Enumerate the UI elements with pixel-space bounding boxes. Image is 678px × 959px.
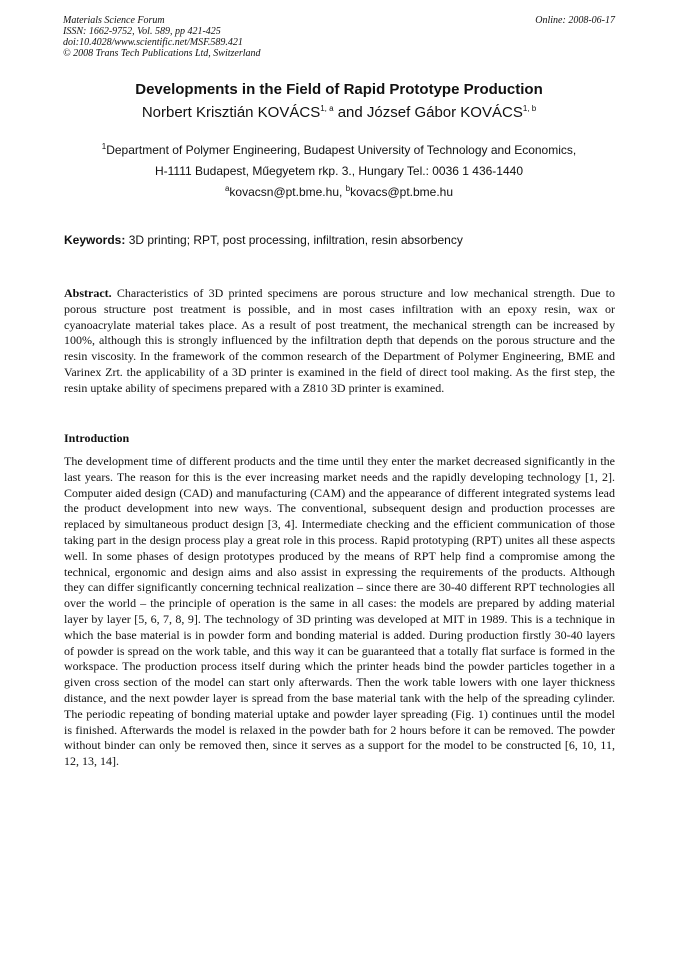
abstract — [64, 286, 615, 397]
affiliation — [40, 140, 638, 203]
author-2: József Gábor KOVÁCS — [366, 104, 523, 121]
email-a[interactable]: kovacsn@pt.bme.hu, — [229, 185, 346, 199]
journal-header — [63, 15, 261, 59]
keywords — [64, 232, 619, 248]
author-conjunction: and — [333, 104, 367, 121]
journal-issn: ISSN: 1662-9752, Vol. 589, pp 421-425 — [63, 26, 221, 37]
journal-copyright: © 2008 Trans Tech Publications Ltd, Switzerland — [63, 48, 261, 59]
author-1: Norbert Krisztián KOVÁCS — [141, 104, 321, 121]
paper-title: Developments in the Field of Rapid Prototype Production — [135, 81, 543, 98]
affiliation-mark: 1 — [101, 142, 107, 151]
keywords-text: 3D printing; RPT, post processing, infiltration, resin absorbency — [125, 233, 463, 247]
affiliation-line-1: $^1$Department of Polymer Engineering, Budapest University of Technology and Economics, — [101, 142, 577, 157]
author-1-affil-mark: 1, a — [320, 104, 334, 113]
author-line — [40, 103, 638, 123]
journal-name: Materials Science Forum — [63, 15, 165, 26]
keywords-label: Keywords: — [64, 233, 126, 247]
section-heading-introduction: Introduction — [64, 431, 130, 445]
abstract-label: Abstract. — [64, 286, 112, 300]
online-date: Online: 2008-06-17 — [535, 15, 615, 26]
email-b[interactable]: kovacs@pt.bme.hu — [350, 185, 454, 199]
introduction-paragraph: The development time of different products and the time until they enter the market decreased significantly in the last years. The reason for this is the ever increasing market needs and the rapidly developing technology [1, 2]. Computer aided design (CAD) and manufacturing (CAM) and the appearance of different integrated systems lead the product development into new ways. The conventional, subsequent design and production processes are replaced by simultaneous product design [3, 4]. Intermediate checking and the efficient communication of those taking part in the design process play a great role in this process. Rapid prototyping (RPT) unites all these aspects well. In some phases of design prototypes produced by the means of RPT help find a compromise among the technical, ergonomic and design aims and also assist in expressing the requirements of the products. Although they can differ significantly concerning technical realization – since there are 30-40 different RPT technologies all over the world – the principle of operation is the same in all cases: the models are prepared by adding material layer by layer [5, 6, 7, 8, 9]. The technology of 3D printing was developed at MIT in 1989. This is a technique in which the base material is in powder form and bonding material is added. During production firstly 30-40 layers of powder is spread on the work table, and this way it can be guaranteed that a totally flat surface is formed in the workspace. The production process itself during which the printer heads bind the powder particles together in a given cross section of the model can start only afterwards. Then the work table lowers with one layer thickness distance, and the next powder layer is spread from the base material tank with the help of the spreading cylinder. The periodic repeating of bonding material uptake and powder layer spreading (Fig. 1) continues until the model is finished. Afterwards the model is relaxed in the powder bath for 2 hours before it can be removed. The powder without binder can only be removed then, since it serves as a support for the model to be constructed [6, 10, 11, 12, 13, 14]. — [64, 454, 615, 769]
affiliation-line-2: H-1111 Budapest, Műegyetem rkp. 3., Hungary Tel.: 0036 1 436-1440 — [154, 164, 523, 178]
author-emails: $^a$kovacsn@pt.bme.hu, $^b$kovacs@pt.bme.hu — [224, 184, 454, 199]
author-2-affil-mark: 1, b — [522, 104, 537, 113]
abstract-text: Characteristics of 3D printed specimens are porous structure and low mechanical strength. Due to porous structure post treatment is possible, and in most cases infiltration with an epoxy resin, wax or cyanoacrylate material takes place. As a result of post treatment, the mechanical strength can be increased by 100%, although this is strongly influenced by the infiltration depth that depends on the porous structure and the resin viscosity. In the framework of the common research of the Department of Polymer Engineering, BME and Varinex Zrt. the applicability of a 3D printer is examined in the field of direct tool making. As the first step, the resin uptake ability of specimens prepared with a Z810 3D printer is examined. — [64, 286, 615, 395]
journal-doi: doi:10.4028/www.scientific.net/MSF.589.421 — [63, 37, 243, 48]
